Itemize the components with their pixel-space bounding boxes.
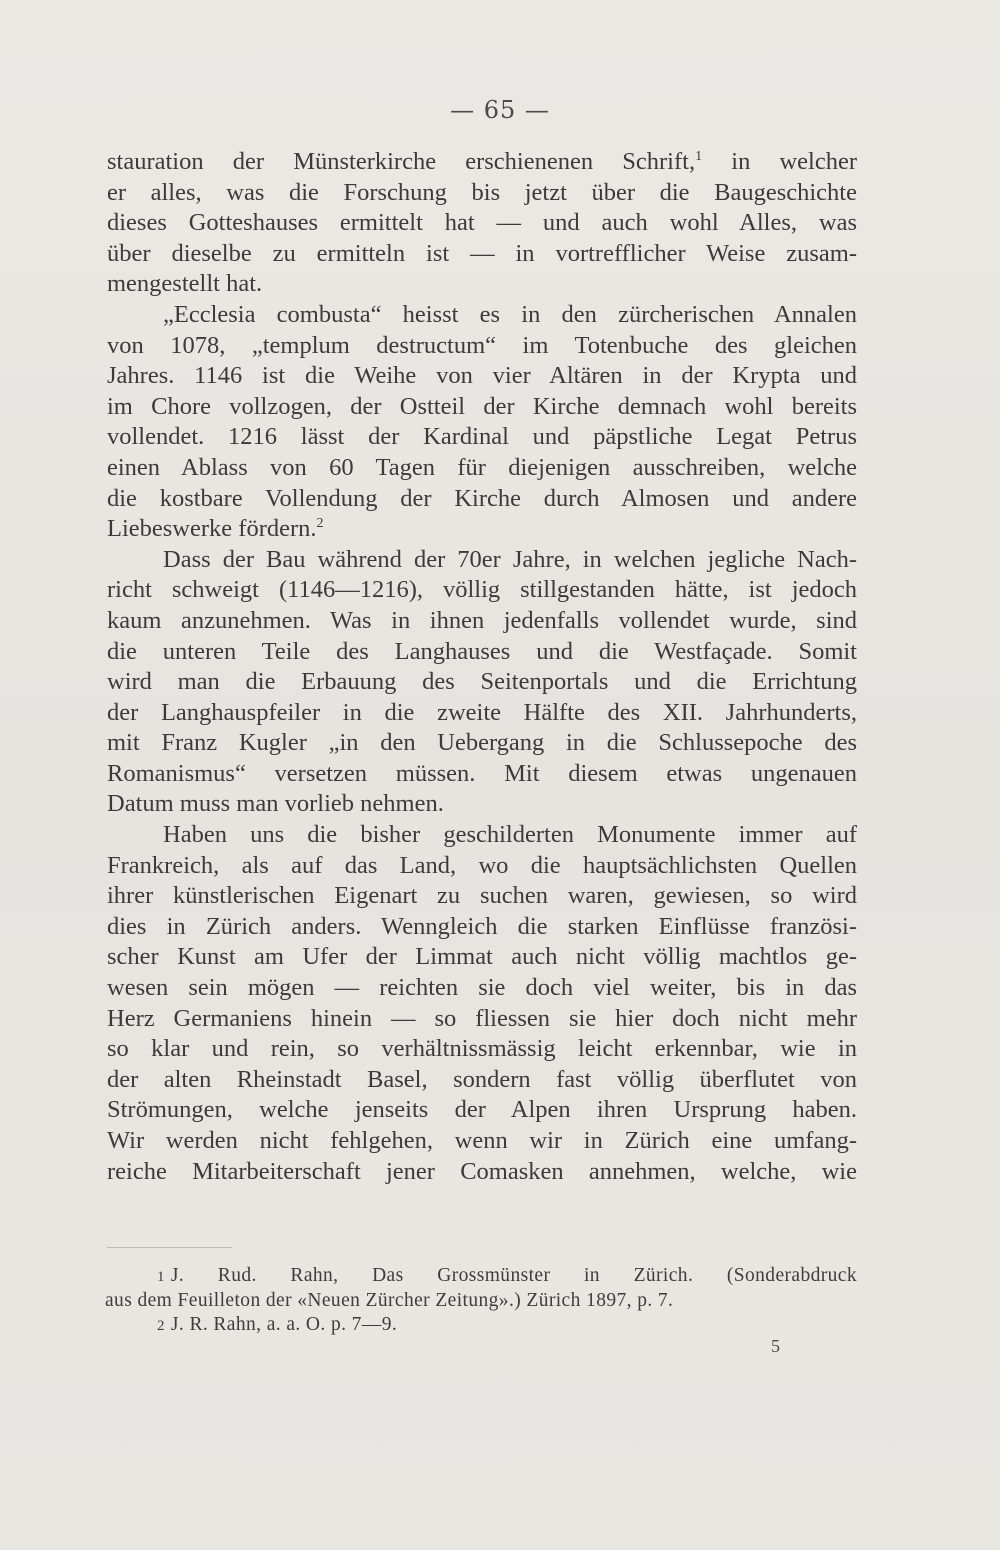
footnote-marker: 2 [316, 516, 324, 532]
text-line: im Chore vollzogen, der Ostteil der Kirche demnach wohl bereits [107, 392, 857, 420]
signature-mark: 5 [771, 1336, 780, 1356]
text-line: Dass der Bau während der 70er Jahre, in welchen jegliche Nach- [163, 545, 857, 573]
text-line: mengestellt hat. [107, 270, 263, 298]
text-line: Wir werden nicht fehlgehen, wenn wir in Zürich eine umfang- [107, 1127, 857, 1154]
text-line: ihrer künstlerischen Eigenart zu suchen waren, gewiesen, so wird [107, 882, 857, 910]
footnote-1-continued: aus dem Feuilleton der «Neuen Zürcher Zeitung».) Zürich 1897, p. 7. [105, 1290, 674, 1311]
text-line: „Ecclesia combusta“ heisst es in den zürcherischen Annalen [163, 300, 857, 328]
text-line: Romanismus“ versetzen müssen. Mit diesem etwas ungenauen [107, 759, 857, 787]
text-line: richt schweigt (1146—1216), völlig stillgestanden hätte, ist jedoch [107, 576, 857, 604]
text-line: mit Franz Kugler „in den Uebergang in die Schlussepoche des [107, 729, 857, 757]
footnote-number: 2 [157, 1318, 165, 1334]
text-line: vollendet. 1216 lässt der Kardinal und päpstliche Legat Petrus [107, 423, 857, 451]
footnote-2: 2 J. R. Rahn, a. a. O. p. 7—9. [157, 1314, 398, 1335]
text-line: die unteren Teile des Langhauses und die Westfaçade. Somit [107, 637, 857, 665]
text-line: Frankreich, als auf das Land, wo die hauptsächlichsten Quellen [107, 851, 857, 879]
text-line: der alten Rheinstadt Basel, sondern fast völlig überflutet von [107, 1065, 857, 1093]
footnote-divider [107, 1247, 232, 1248]
text-line: stauration der Münsterkirche erschienenen Schrift,$^1$ in welcher [107, 148, 858, 175]
page-number: — 65 — [450, 96, 550, 124]
footnotes [105, 1264, 857, 1338]
text-line: dieses Gotteshauses ermittelt hat — und auch wohl Alles, was [107, 209, 857, 237]
text-line: die kostbare Vollendung der Kirche durch Almosen und andere [107, 484, 857, 512]
text-line: scher Kunst am Ufer der Limmat auch nicht völlig machtlos ge- [107, 943, 857, 971]
text-line: über dieselbe zu ermitteln ist — in vortrefflicher Weise zusam- [107, 239, 857, 267]
text-line: Datum muss man vorlieb nehmen. [107, 790, 444, 818]
body-text [107, 147, 857, 1187]
text-line: der Langhauspfeiler in die zweite Hälfte des XII. Jahrhunderts, [107, 698, 857, 726]
text-line: kaum anzunehmen. Was in ihnen jedenfalls vollendet wurde, sind [107, 606, 857, 634]
text-line: wird man die Erbauung des Seitenportals und die Errichtung [107, 668, 857, 696]
text-line: so klar und rein, so verhältnissmässig leicht erkennbar, wie in [107, 1035, 857, 1063]
text-line: von 1078, „templum destructum“ im Totenbuche des gleichen [107, 331, 857, 359]
text-line: Jahres. 1146 ist die Weihe von vier Altären in der Krypta und [107, 362, 857, 390]
text-line: einen Ablass von 60 Tagen für diejenigen ausschreiben, welche [107, 453, 857, 481]
text-line: Liebeswerke fördern.$^2$ [107, 515, 324, 543]
text-line: reiche Mitarbeiterschaft jener Comasken annehmen, welche, wie [107, 1157, 857, 1185]
text-line: Strömungen, welche jenseits der Alpen ihren Ursprung haben. [107, 1096, 857, 1124]
text-line: Haben uns die bisher geschilderten Monumente immer auf [163, 821, 857, 849]
text-line: er alles, was die Forschung bis jetzt über die Baugeschichte [107, 178, 857, 206]
text-line: wesen sein mögen — reichten sie doch viel weiter, bis in das [107, 974, 857, 1002]
text-line: dies in Zürich anders. Wenngleich die starken Einflüsse französi- [107, 912, 857, 940]
footnote-1: 1 J. Rud. Rahn, Das Grossmünster in Zürich. (Sonderabdruck [157, 1265, 857, 1286]
footnote-number: 1 [157, 1269, 165, 1285]
footnote-marker: 1 [695, 149, 703, 164]
text-line: Herz Germaniens hinein — so fliessen sie hier doch nicht mehr [107, 1004, 857, 1032]
